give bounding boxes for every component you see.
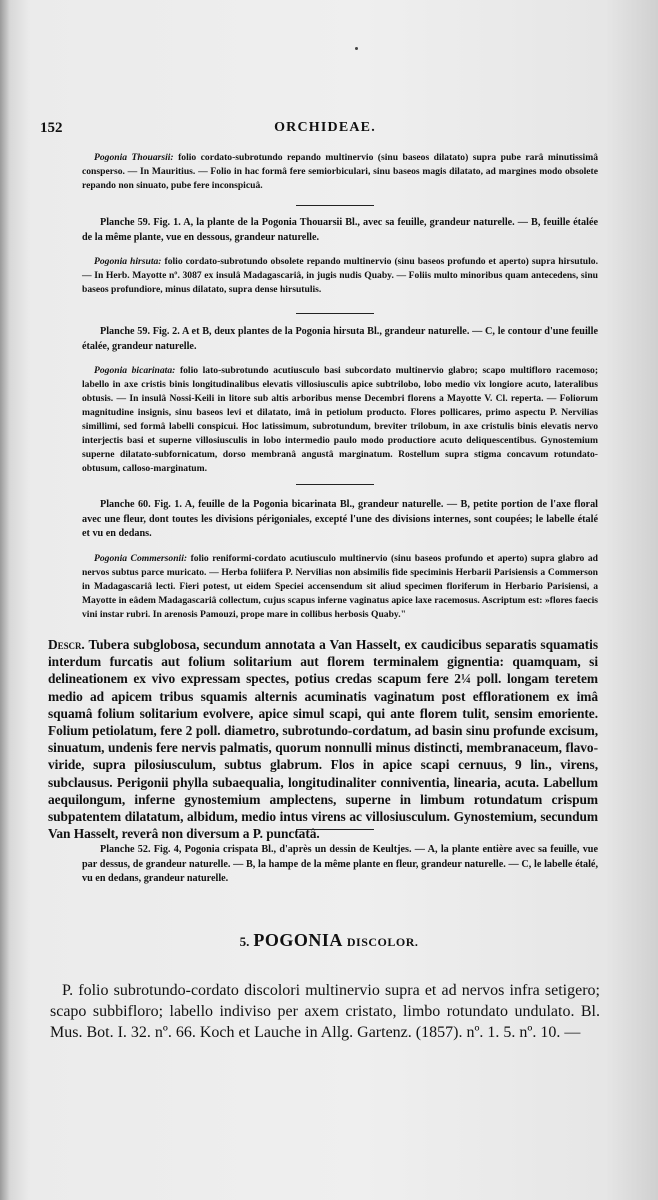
section-rule xyxy=(296,829,374,830)
paper-speck xyxy=(355,47,358,50)
species-diagnosis: P. folio subrotundo-cordato discolori multinervio supra et ad nervos infra setigero; scapo subbifloro; labello indiviso per axem cristato, limbo rotundato undulato. Bl. Mus. Bot. I. 32. nº. 66. Koch et Lauche in Allg. Gartenz. (1857). nº. 1. 5. nº. 10. — xyxy=(50,982,600,1041)
thouarsii-paragraph xyxy=(82,151,598,193)
section-rule xyxy=(296,484,374,485)
species-text: folio cordato-subrotundo obsolete repando multinervio (sinu baseos profundo et aperto) supra hirsutulo. — In Herb. Mayotte nº. 3087 ex insulâ Madagascariâ, in jugis nudis Quaby. — Foliis multo minoribus quam antecedens, sinu baseos profundiore, minus dilatato, supra dense hirsutulis. xyxy=(82,256,599,295)
species-number: 5. xyxy=(239,934,250,949)
species-name: Pogonia Commersonii: xyxy=(94,553,188,564)
species-heading xyxy=(0,930,658,951)
section-rule xyxy=(296,205,374,206)
running-title: ORCHIDEAE. xyxy=(274,120,376,135)
bicarinata-paragraph xyxy=(82,364,598,476)
species-text: folio cordato-subrotundo repando multinervio (sinu baseos dilatato) supra pube rarâ minutissimâ consperso. — In Mauritius. — Folio in hac formâ fere semiorbiculari, sinu baseos magis dilatato, ad margines modo obsolete repando non sinuato, pube fere inconspicuâ. xyxy=(82,152,598,191)
section-rule xyxy=(296,313,374,314)
species-name: Pogonia hirsuta: xyxy=(94,256,162,267)
page-header xyxy=(40,120,610,142)
plate-60-fig-1-caption: Planche 60. Fig. 1. A, feuille de la Pogonia bicarinata Bl., grandeur naturelle. — B, petite portion de l'axe floral avec une fleur, dont toutes les divisions périgoniales, excepté l'une des divisions internes, sont coupées; le labelle étalé et vu en dedans. xyxy=(82,499,598,539)
genus-name: POGONIA xyxy=(253,930,343,950)
species-epithet: DISCOLOR. xyxy=(346,935,419,949)
plate-59-fig-2-caption: Planche 59. Fig. 2. A et B, deux plantes de la Pogonia hirsuta Bl., grandeur naturelle. — C, le contour d'une feuille étalée, grandeur naturelle. xyxy=(82,326,598,352)
hirsuta-paragraph xyxy=(82,255,598,297)
species-name: Pogonia Thouarsii: xyxy=(94,152,174,163)
plate-59-fig-1-caption: Planche 59. Fig. 1. A, la plante de la Pogonia Thouarsii Bl., avec sa feuille, grandeur naturelle. — B, feuille étalée de la même plante, vue en dessous, grandeur naturelle. xyxy=(82,217,598,243)
description-label: Descr. xyxy=(48,637,85,652)
page-number: 152 xyxy=(40,120,63,136)
commersonii-paragraph xyxy=(82,552,598,622)
description-paragraph xyxy=(48,636,598,842)
species-name: Pogonia bicarinata: xyxy=(94,365,176,376)
plate-52-fig-4-caption: Planche 52. Fig. 4, Pogonia crispata Bl., d'après un dessin de Keultjes. — A, la plante entière avec sa feuille, vue par dessus, de grandeur naturelle. — B, la hampe de la même plante en fleur, grandeur naturelle. — C, le labelle étalé, vu en dedans, grandeur naturelle. xyxy=(82,844,598,884)
species-text: folio reniformi-cordato acutiusculo multinervio (sinu baseos profundo et aperto) supra glabro ad nervos subtus parce muricato. — Herba foliifera P. Nervilias non absimilis fide speciminis Herbarii Parisiensis a Commerson in Madagascariâ lecti. Fieri potest, ut eidem Speciei accensendum sit aliud specimen floriferum in Herbario Parisiensi, a Mayotte in eâdem Madagascariâ collectum, cujus scapus inferne vaginatus apice laxe racemosus. Ascriptum est: »flores faecis vini instar rubri. In arenosis Pamouzi, prope mare in collibus herbosis Quaby." xyxy=(82,553,598,620)
species-text: folio lato-subrotundo acutiusculo basi subcordato multinervio glabro; scapo multifloro racemoso; labello in axe cristis binis longitudinalibus elevatis villosiusculis apice subtrilobo, lobo medio vix longiore acuto, lateralibus obtusis. — In insulâ Nossi-Keili in litore sub altis arboribus mense Decembri florens a Mayotte V. Cl. reperta. — Foliorum magnitudine insignis, sinu baseos levi et dilatato, imâ in petiolum producto. Flores pollicares, primo aspectu P. Nervilias simillimi, sed formâ labelli conspicui. Hoc latissimum, subrotundum, breviter trilobum, in axe cristulis binis elevatis nervo interjectis basi et superne villosiusculis in lobo intermedio paulo modo productiore acuto deliquescentibus. Gynostemium superne dilatato-subfornicatum, dorso membranâ angustâ marginatum. Rostellum supra stigma concavum rotundato-obtusum, calloso-marginatum. xyxy=(82,365,599,474)
description-text: Tubera subglobosa, secundum annotata a Van Hasselt, ex caudicibus separatis squamatis interdum furcatis aut folium solitarium aut florem terminalem gignentia: quamquam, si delineationem ex vivo expressam spectes, potius credas scapum fere 2¼ poll. longam teretem medio ad apicem tribus squamis alternis acuminatis vaginatum post efflorationem ex imâ squamâ folium solitarium evolvere, apice simul scapi, qui ante florem tulit, sensim emoriente. Folium petiolatum, fere 2 poll. diametro, subrotundo-cordatum, ad basin sinu profunde excisum, sinuatum, undenis fere nervis palmatis, quorum nonnulli minus distincti, membranaceum, flavo-viride, supra pilosiusculum, subtus glabrum. Flos in apice scapi cernuus, 9 lin., virens, subclausus. Perigonii phylla subaequalia, longitudinaliter conniventia, linearia, acuta. Labellum aequilongum, inferne gynostemium amplectens, superne in limbum rotundatum crispum subpatentem dilatatum, albidum, medio intus virens ac villosiusculum. Gynostemium, secundum Van Hasselt, reverâ non diversum a P. punctatâ. xyxy=(48,637,598,842)
